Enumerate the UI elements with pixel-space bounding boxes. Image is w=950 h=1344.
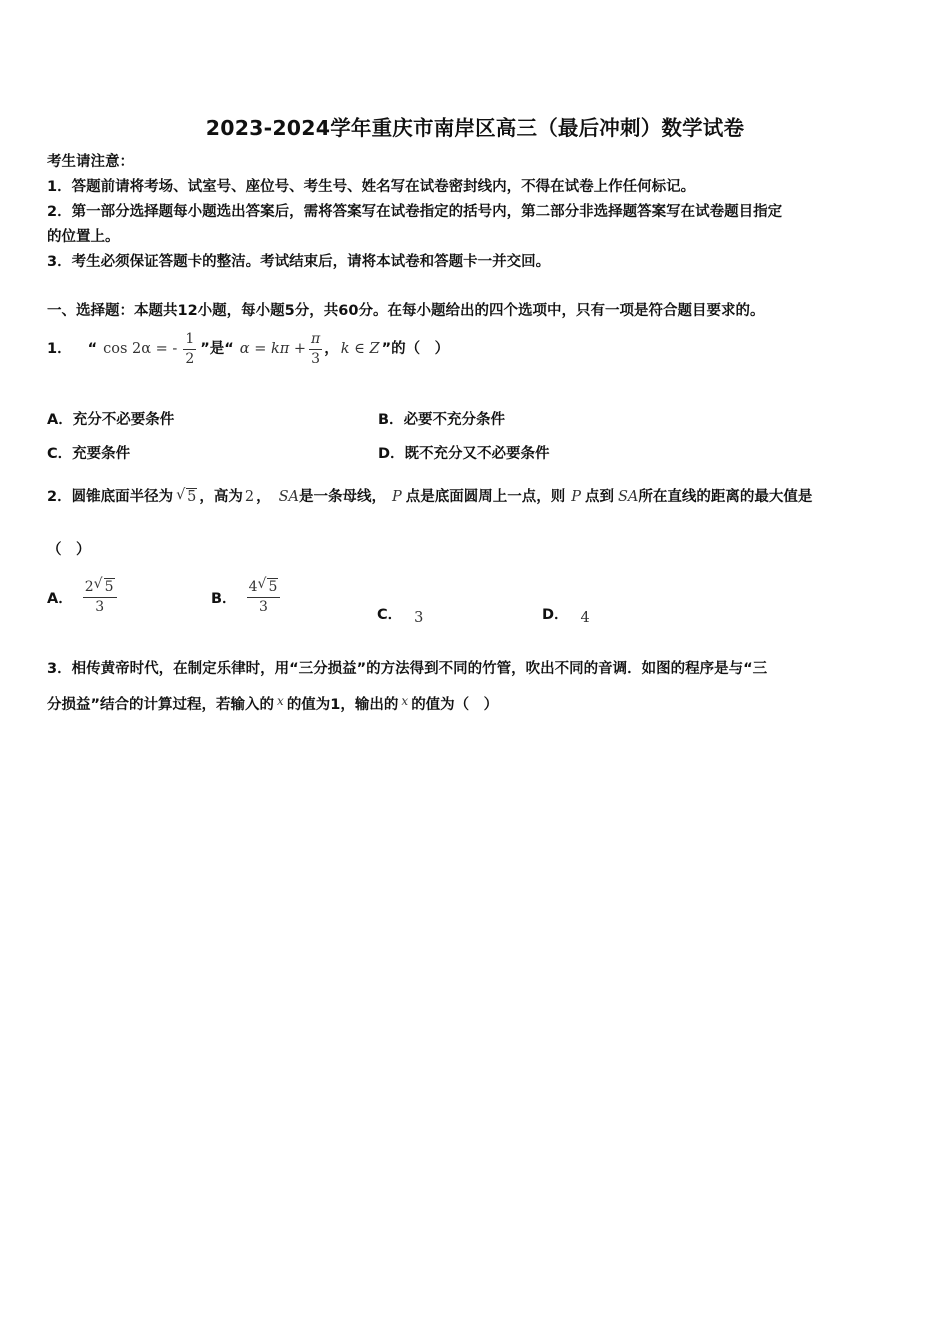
question-3-line-1: 3．相传黄帝时代，在制定乐律时，用“三分损益”的方法得到不同的竹管，吹出不同的音调．如图的程序是与“三 (47, 661, 768, 677)
q1-option-d-text: 既不充分又不必要条件 (404, 446, 550, 462)
q1-option-b-text: 必要不充分条件 (403, 412, 506, 428)
q3-var-output: x (401, 694, 409, 708)
q1-end-text: ”的（ ） (381, 341, 450, 357)
q1-expr2-left: α = kπ + (239, 341, 307, 357)
question-2 (47, 482, 812, 512)
q1-mid-text: ”是“ (200, 341, 234, 357)
q2-text-6: 点到 (585, 489, 614, 505)
q2-option-b-denominator: 3 (259, 599, 268, 615)
q2-text-2: ，高为 (199, 489, 243, 505)
notice-item-2-cont: 的位置上。 (47, 229, 120, 245)
q2-radius (176, 488, 197, 506)
question-1 (47, 326, 449, 372)
q1-expr1-left: cos 2α = - (103, 341, 178, 357)
q3-text-c: 的值为（ ） (411, 697, 499, 713)
q2-option-a-denominator: 3 (95, 599, 105, 615)
q2-option-d[interactable] (542, 600, 590, 626)
q2-number: 2． (47, 489, 72, 505)
q1-expr2-numerator: π (309, 331, 322, 350)
q1-expr1-fraction (183, 331, 196, 368)
q1-expr1-denominator: 2 (185, 350, 195, 367)
q1-option-b[interactable] (378, 411, 505, 429)
page-title: 2023-2024学年重庆市南岸区高三（最后冲刺）数学试卷 (205, 116, 745, 140)
q1-option-d-letter: D． (378, 446, 405, 462)
q3-text-a: 分损益”结合的计算过程，若输入的 (47, 697, 275, 713)
q2-radius-radicand: 5 (187, 489, 197, 505)
q1-option-a-letter: A． (47, 412, 73, 428)
q2-option-a-letter: A． (47, 590, 73, 607)
q2-point-1: P (391, 489, 402, 505)
q1-option-c-letter: C． (47, 446, 73, 462)
q2-text-5: 点是底面圆周上一点，则 (405, 489, 566, 505)
q3-text-b: 的值为1，输出的 (286, 697, 399, 713)
q2-segment-2: SA (618, 489, 639, 505)
q2-option-b-coef: 4 (248, 579, 258, 595)
q1-expr2-denominator: 3 (311, 350, 321, 367)
q2-option-c-letter: C． (377, 606, 403, 623)
q1-expr1-numerator: 1 (183, 331, 196, 350)
q2-option-b-numerator (247, 578, 281, 598)
notice-heading: 考生请注意： (47, 154, 134, 170)
q1-number: 1． (47, 341, 72, 357)
question-3-line-2 (47, 696, 498, 714)
q2-option-a-sqrt (94, 578, 115, 596)
q2-text-4: 是一条母线， (298, 489, 386, 505)
q2-segment-1: SA (278, 489, 299, 505)
q2-option-b-fraction (247, 578, 281, 616)
q1-option-c-text: 充要条件 (72, 446, 131, 462)
q1-option-c[interactable] (47, 445, 130, 463)
notice-item-1: 1．答题前请将考场、试室号、座位号、考生号、姓名写在试卷密封线内，不得在试卷上作任何标记。 (47, 179, 696, 195)
notice-item-3: 3．考生必须保证答题卡的整洁。考试结束后，请将本试卷和答题卡一并交回。 (47, 254, 551, 270)
q2-text-1: 圆锥底面半径为 (71, 489, 174, 505)
q2-option-c-value: 3 (414, 610, 424, 626)
q2-option-b-radicand: 5 (268, 579, 278, 595)
q2-option-a-fraction (83, 578, 117, 616)
q2-height: 2 (244, 489, 255, 505)
q2-text-7: 所在直线的距离的最大值是 (638, 489, 813, 505)
q2-option-d-value: 4 (580, 610, 590, 626)
q1-option-b-letter: B． (378, 412, 404, 428)
q2-option-b-sqrt (257, 578, 278, 596)
sqrt-icon: √ (176, 487, 186, 503)
sqrt-icon: √ (93, 576, 103, 592)
q2-text-3: ， (256, 489, 271, 505)
q1-option-a-text: 充分不必要条件 (72, 412, 175, 428)
q2-option-a-numerator (83, 578, 117, 598)
q2-option-a-coef: 2 (84, 579, 94, 595)
q2-option-a-radicand: 5 (104, 579, 114, 595)
q2-option-a[interactable] (47, 578, 117, 616)
q1-expr2-comma: ， (324, 341, 339, 357)
q2-option-b[interactable] (211, 578, 280, 616)
q1-expr2-fraction (309, 331, 322, 368)
q2-option-b-letter: B． (211, 590, 237, 607)
q2-option-d-letter: D． (542, 606, 569, 623)
q1-option-d[interactable] (378, 445, 550, 463)
q2-option-c[interactable] (377, 600, 423, 626)
q1-open-quote: “ (87, 341, 98, 357)
section-heading: 一、选择题：本题共12小题，每小题5分，共60分。在每小题给出的四个选项中，只有一项是符合题目要求的。 (47, 303, 765, 319)
notice-item-2: 2．第一部分选择题每小题选出答案后，需将答案写在试卷指定的括号内，第二部分非选择题答案写在试卷题目指定 (47, 204, 783, 220)
q1-set-condition: k ∈ Z (340, 341, 380, 357)
sqrt-icon: √ (257, 576, 267, 592)
q2-point-2: P (571, 489, 581, 505)
q3-var-input: x (277, 694, 284, 708)
q1-option-a[interactable] (47, 411, 174, 429)
q2-answer-paren: （ ） (47, 542, 91, 558)
